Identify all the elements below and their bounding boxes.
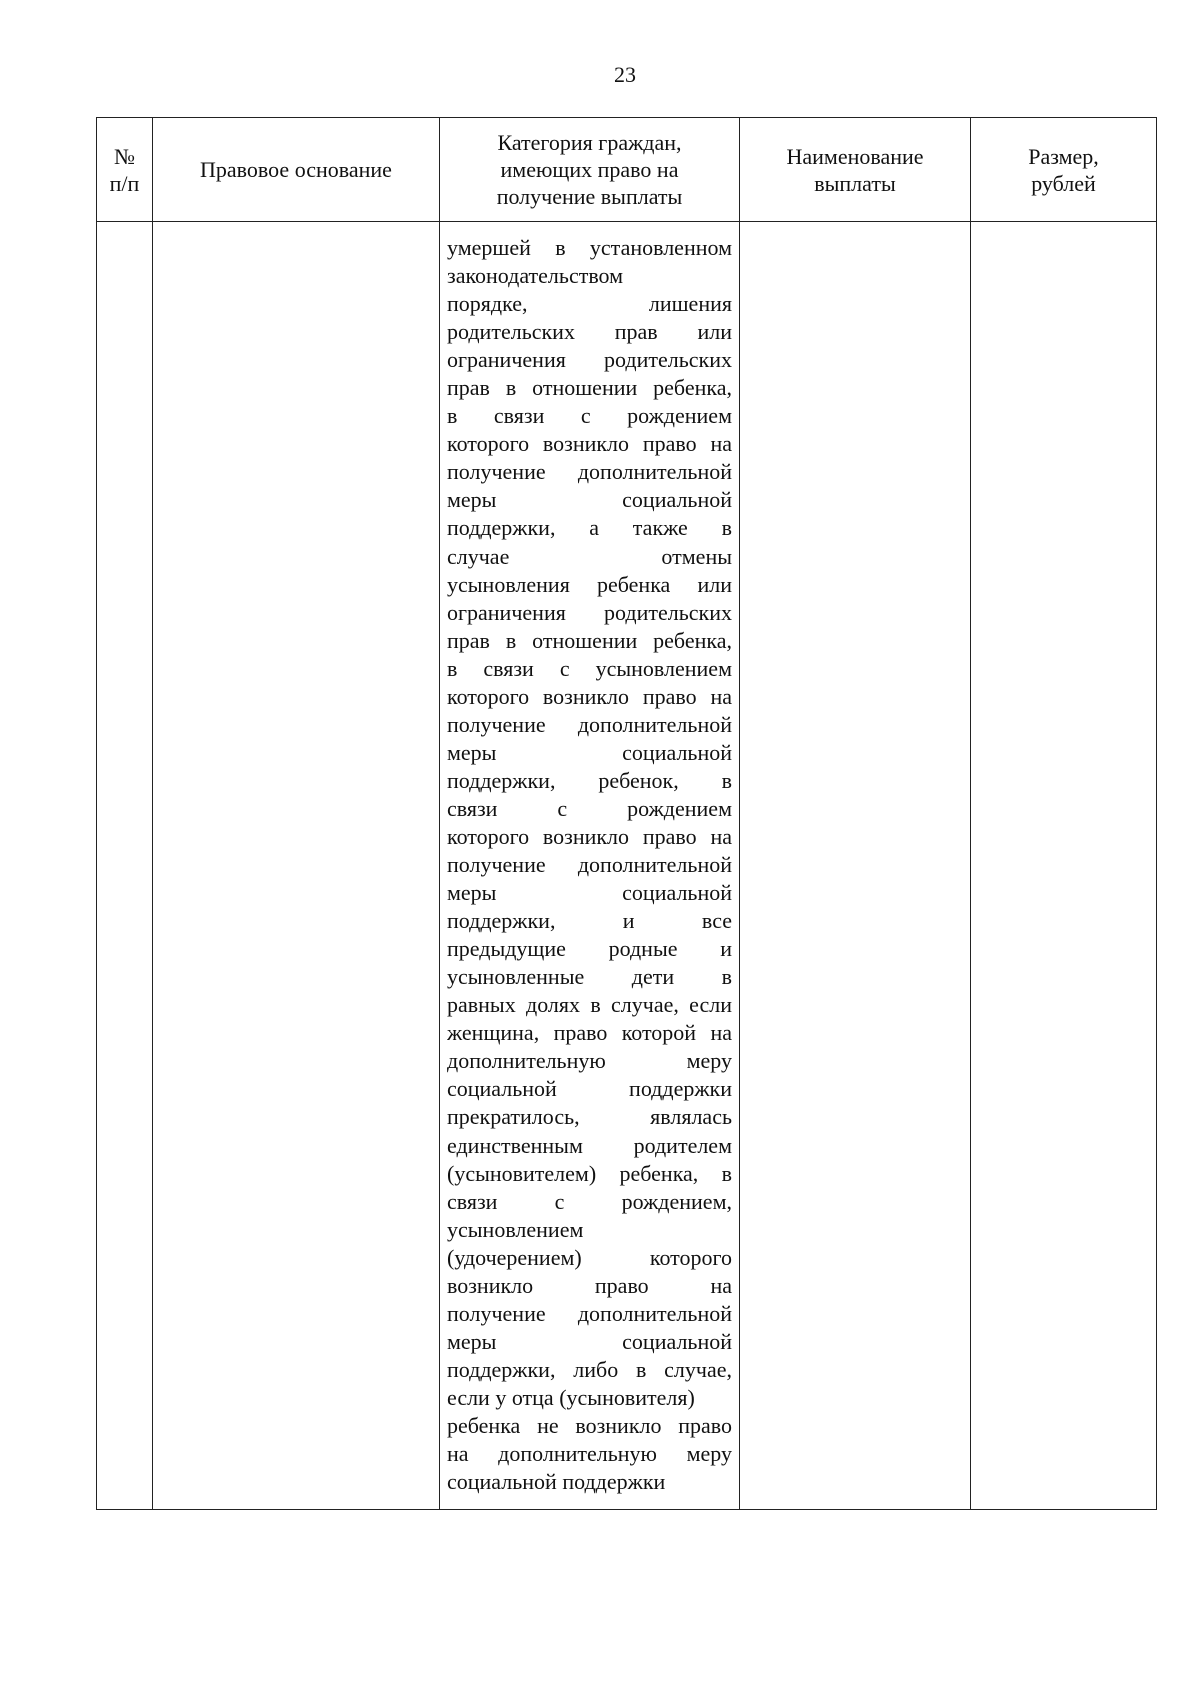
- cell-legal-basis: [153, 222, 440, 1510]
- category-text-line: связи с рождением: [447, 795, 732, 821]
- category-text-line: равных долях в случае, если: [447, 992, 732, 1018]
- category-text-line: усыновления ребенка или: [447, 571, 732, 597]
- header-amount: [971, 118, 1157, 222]
- header-payment-line: Наименование: [786, 143, 924, 169]
- header-num-line: №: [114, 143, 135, 169]
- header-citizen-category: [440, 118, 740, 222]
- header-legal-basis-line: Правовое основание: [200, 157, 392, 182]
- header-amount-line: Размер,: [1028, 143, 1099, 169]
- category-text-line: законодательством: [447, 263, 624, 289]
- cell-citizen-category: [440, 222, 740, 1510]
- category-text-line: поддержки, и все: [447, 908, 732, 934]
- payments-table: [96, 117, 1157, 1510]
- header-category-line: получение выплаты: [496, 184, 683, 209]
- category-text-line: единственным родителем: [447, 1132, 732, 1158]
- category-text-line: поддержки, ребенок, в: [447, 767, 732, 793]
- category-text-line: меры социальной: [447, 1328, 732, 1354]
- category-text-line: усыновлением: [447, 1216, 584, 1242]
- header-category-line: имеющих право на: [500, 157, 679, 182]
- header-payment-line: выплаты: [814, 170, 896, 196]
- header-category-line: Категория граждан,: [497, 130, 682, 155]
- category-text-line: которого возникло право на: [447, 683, 732, 709]
- category-text-line: ограничения родительских: [447, 599, 732, 625]
- category-text-line: прав в отношении ребенка,: [447, 375, 732, 401]
- category-text-line: случае отмены: [447, 543, 732, 569]
- category-text-line: женщина, право которой на: [447, 1020, 732, 1046]
- category-text-line: получение дополнительной: [447, 459, 732, 485]
- header-num: [97, 118, 153, 222]
- category-text-line: предыдущие родные и: [447, 936, 732, 962]
- header-amount-line: рублей: [1031, 170, 1096, 196]
- category-text-line: ребенка не возникло право: [447, 1412, 732, 1438]
- category-text-line: поддержки, либо в случае,: [447, 1356, 732, 1382]
- category-text-line: на дополнительную меру: [447, 1441, 732, 1467]
- category-text-line: меры социальной: [447, 739, 732, 765]
- category-text-line: родительских прав или: [447, 319, 732, 345]
- category-text-line: которого возникло право на: [447, 823, 732, 849]
- category-text-line: которого возникло право на: [447, 431, 732, 457]
- table-row: [97, 222, 1157, 1510]
- header-payment-name: [740, 118, 971, 222]
- category-text-line: получение дополнительной: [447, 711, 732, 737]
- category-text-line: получение дополнительной: [447, 852, 732, 878]
- header-legal-basis: [153, 118, 440, 222]
- category-text-line: возникло право на: [447, 1272, 732, 1298]
- category-text-line: социальной поддержки: [447, 1076, 732, 1102]
- category-text-line: получение дополнительной: [447, 1300, 732, 1326]
- category-text-line: меры социальной: [447, 880, 732, 906]
- category-text-line: связи с рождением,: [447, 1188, 732, 1214]
- category-text-line: усыновленные дети в: [447, 964, 732, 990]
- category-text-line: (удочерением) которого: [447, 1244, 732, 1270]
- category-text-line: в связи с усыновлением: [447, 655, 732, 681]
- page-number: 23: [614, 62, 636, 87]
- category-text-line: порядке, лишения: [447, 291, 732, 317]
- category-text-line: если у отца (усыновителя): [447, 1384, 695, 1410]
- cell-payment-name: [740, 222, 971, 1510]
- category-text: [440, 222, 739, 1496]
- cell-num: [97, 222, 153, 1510]
- category-text-line: в связи с рождением: [447, 403, 732, 429]
- cell-amount: [971, 222, 1157, 1510]
- category-text-line: дополнительную меру: [447, 1048, 732, 1074]
- category-text-line: прав в отношении ребенка,: [447, 627, 732, 653]
- table-header-row: [97, 118, 1157, 222]
- category-text-line: меры социальной: [447, 487, 732, 513]
- header-num-line: п/п: [109, 170, 140, 196]
- category-text-line: поддержки, а также в: [447, 515, 732, 541]
- category-text-line: умершей в установленном: [447, 235, 732, 260]
- category-text-line: прекратилось, являлась: [447, 1104, 732, 1130]
- category-text-line: ограничения родительских: [447, 347, 732, 373]
- category-text-line: социальной поддержки: [447, 1469, 666, 1495]
- category-text-line: (усыновителем) ребенка, в: [447, 1160, 732, 1186]
